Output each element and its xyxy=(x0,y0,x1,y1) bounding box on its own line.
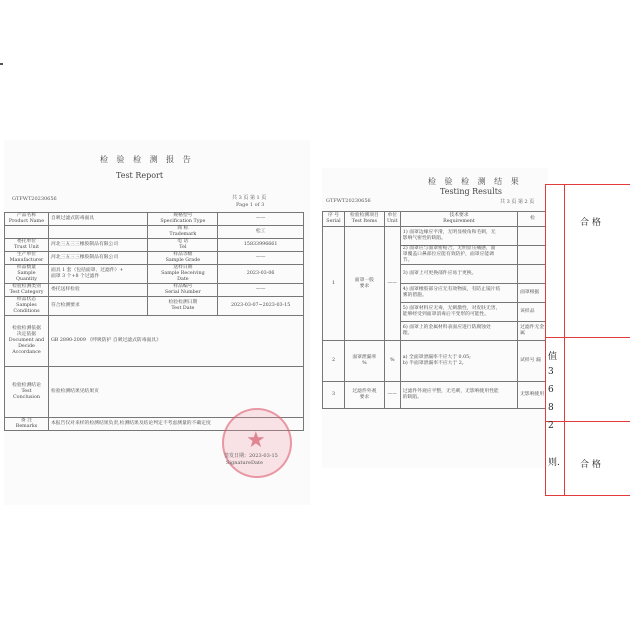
results-cell-unit: % xyxy=(384,341,400,382)
report-cell-label: 产品名称 Product Name xyxy=(5,213,49,226)
results-outcome: 试样号 漏 xyxy=(518,341,548,382)
report-cell-label2: 规格型号 Specification Type xyxy=(148,213,218,226)
report-cell-value: 本报告仅对来样的检测结果负责,检测结果及结论判定不考虑测量的不确定度 xyxy=(48,418,303,431)
report-cell-label2: 检验检测日期 Test Date xyxy=(148,297,218,316)
results-table xyxy=(322,211,548,409)
report-cell-label: 生产单位 Manufacturer xyxy=(5,252,49,265)
page-indicator-cn: 共 3 页 第 1 页 xyxy=(232,195,267,201)
testing-results-page xyxy=(322,168,548,468)
report-cell-label: 检验检测类别 Test Category xyxy=(5,284,49,297)
report-cell-value2: 2023-03-07~2023-03-15 xyxy=(218,297,304,316)
results-requirement: a) 全面罩泄漏率不应大于 0.05; b) 半面罩泄漏率不应大于 2。 xyxy=(400,341,517,382)
report-cell-label: 委托单位 Trust Unit xyxy=(5,239,49,252)
result-pass-2: 合 格 xyxy=(580,460,601,470)
result-value-3: 8 xyxy=(548,403,554,413)
results-cell-item: 面罩泄漏率 % xyxy=(344,341,384,382)
report-info-row xyxy=(5,239,304,252)
report-cell-value2: —— xyxy=(218,284,304,297)
report-cell-label: 样品数量 Sample Quantity xyxy=(5,265,49,284)
report-cell-label: 检验检测结论 Test Conclusion xyxy=(5,367,49,418)
results-header-req: 技术要求 Requirement xyxy=(400,212,517,227)
sign-date: 签发日期：2023-03-15 xyxy=(224,453,278,459)
results-requirement: 6) 面罩上的金属材料表面应进行防腐蚀处 理。 xyxy=(400,322,517,341)
report-cell-value: 检验检测结果见结果页 xyxy=(48,367,303,418)
results-report-number: GTFWT20230656 xyxy=(326,198,371,204)
results-requirement: 2) 面罩应与面罩密贴合，无明显压痛感，面 罩覆盖口鼻部位应能有效防护，面罩应能调 节。 xyxy=(400,246,517,265)
report-cell-label2: 电 话 Tel xyxy=(148,239,218,252)
results-cell-serial: 1 xyxy=(323,227,345,341)
results-header-row xyxy=(323,212,548,227)
report-cell-value: 河北三五三三橡胶制品有限公司 xyxy=(48,239,148,252)
report-cell-label2: 送样日期 Sample Receiving Date xyxy=(148,265,218,284)
results-outcome xyxy=(518,246,548,265)
results-header-res: 检 xyxy=(518,212,548,227)
results-outcome: 无影响使用 xyxy=(518,382,548,409)
results-outcome xyxy=(518,227,548,246)
results-requirement: 5) 面罩材料应无毒，无刺激性，对皮肤无害， 能够经受到面罩消毒后不变形的可能性。 xyxy=(400,303,517,322)
report-cell-value xyxy=(48,226,148,239)
report-title-en: Test Report xyxy=(116,171,164,180)
report-info-row xyxy=(5,265,304,284)
report-cell-label: 样品状态 Samples Conditions xyxy=(5,297,49,316)
report-title-cn: 检 验 检 测 报 告 xyxy=(100,155,194,164)
test-report-page xyxy=(4,140,310,505)
results-page: 共 3 页 第 2 页 xyxy=(500,199,535,205)
report-cell-label2: 样品编号 Serial Number xyxy=(148,284,218,297)
report-cell-label2: 样品等级 Sample Grade xyxy=(148,252,218,265)
results-outcome: 面罩根据 xyxy=(518,284,548,303)
signature-label: SignatureDate xyxy=(226,460,263,466)
report-info-row xyxy=(5,316,304,367)
report-cell-label: 检验检测依据 决定依据 Document and Decide Accordance xyxy=(5,316,49,367)
results-cell-serial: 2 xyxy=(323,341,345,382)
report-cell-value: 符合检测要求 xyxy=(48,297,148,316)
results-cell-item: 过滤件外观 要求 xyxy=(344,382,384,409)
result-value-label: 值 xyxy=(548,352,558,362)
results-header-unit: 单位 Unit xyxy=(384,212,400,227)
results-header-serial: 序 号 Serial xyxy=(323,212,345,227)
report-cell-value2: 15833996661 xyxy=(218,239,304,252)
results-requirement: 过滤件外观应平整，无毛刺，无影响使用性能 的缺陷。 xyxy=(400,382,517,409)
report-number: GTFWT20230656 xyxy=(12,196,57,202)
results-outcome xyxy=(518,265,548,284)
report-cell-value2: —— xyxy=(218,252,304,265)
report-info-row xyxy=(5,252,304,265)
report-cell-value: GB 2890-2009 《呼吸防护 自吸过滤式防毒面具》 xyxy=(48,316,303,367)
results-header-item: 检验检测项目 Test Items xyxy=(344,212,384,227)
results-requirement: 4) 面罩橡胶部分应无有效物质，有防止镜片结 雾的措施。 xyxy=(400,284,517,303)
speck xyxy=(0,63,3,65)
results-row xyxy=(323,227,548,246)
results-title-cn: 检 验 检 测 结 果 xyxy=(428,177,522,186)
report-cell-value: 自吸过滤式防毒面具 xyxy=(48,213,148,226)
overlay-margin-column xyxy=(546,185,565,495)
report-cell-value: 委托送样检验 xyxy=(48,284,148,297)
result-pass-1: 合 格 xyxy=(580,218,601,228)
result-note: 则. xyxy=(548,458,560,468)
results-cell-serial: 3 xyxy=(323,382,345,409)
report-info-row xyxy=(5,213,304,226)
results-requirement: 1) 面罩边缘应平滑，无明显棱角和毛刺，无 影响气密性的缺陷。 xyxy=(400,227,517,246)
report-info-table xyxy=(4,212,304,431)
report-cell-label: 备 注 Remarks xyxy=(5,418,49,431)
results-cell-unit: —— xyxy=(384,227,400,341)
results-row xyxy=(323,382,548,409)
report-cell-value: 面具 1 套（包括面罩、过滤件）+ 面罩 3 个+8 个过滤件 xyxy=(48,265,148,284)
result-value-1: 3 xyxy=(548,367,554,377)
page-indicator-en: Page 1 of 3 xyxy=(236,202,265,208)
result-value-2: 6 xyxy=(548,385,554,395)
results-row xyxy=(323,341,548,382)
report-info-row xyxy=(5,297,304,316)
results-outcome: 过滤件无金属 xyxy=(518,322,548,341)
official-seal: ★ xyxy=(222,408,292,478)
report-cell-value: 河北三五三三橡胶制品有限公司 xyxy=(48,252,148,265)
report-cell-value2: —— xyxy=(218,213,304,226)
report-info-row xyxy=(5,226,304,239)
results-cell-unit: —— xyxy=(384,382,400,409)
results-requirement: 3) 面罩上可更换部件应易于更换。 xyxy=(400,265,517,284)
report-cell-value2: 2023-03-06 xyxy=(218,265,304,284)
report-info-row xyxy=(5,284,304,297)
results-outcome: 该样品 xyxy=(518,303,548,322)
result-value-4: 2 xyxy=(548,421,554,431)
report-cell-value2: 松工 xyxy=(218,226,304,239)
report-cell-label xyxy=(5,226,49,239)
report-cell-label2: 商 标 Trademark xyxy=(148,226,218,239)
results-title-en: Testing Results xyxy=(440,187,503,196)
results-cell-item: 面罩一般 要求 xyxy=(344,227,384,341)
result-overlay-column xyxy=(545,184,630,496)
